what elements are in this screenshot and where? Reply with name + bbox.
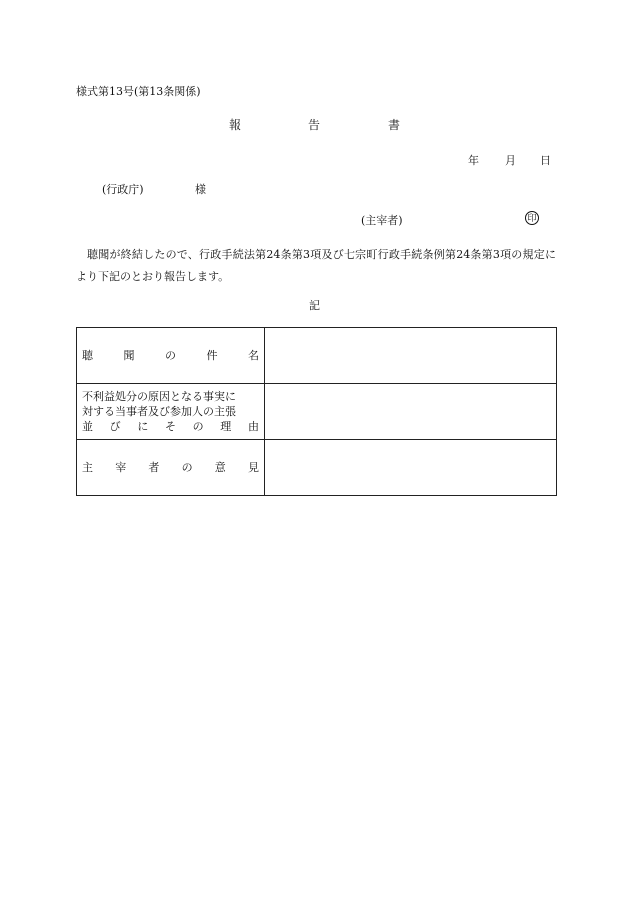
label-char: 件: [206, 349, 218, 362]
claims-label-line-3: [82, 419, 259, 434]
date-month-label: 月: [505, 154, 516, 167]
label-char: 見: [247, 461, 259, 474]
hearing-case-name-value: [265, 328, 557, 384]
table-row: [77, 384, 557, 440]
title-char-1: 報: [229, 118, 242, 132]
label-char: 意: [214, 461, 226, 474]
label-char: 聴: [82, 349, 93, 362]
date-year-label: 年: [468, 154, 479, 167]
label-char: び: [109, 420, 121, 433]
label-char: 者: [148, 461, 160, 474]
label-char: の: [192, 420, 204, 433]
report-table: [76, 327, 557, 496]
label-char: 由: [247, 420, 259, 433]
seal-icon: 印: [525, 211, 539, 225]
claims-label: [77, 384, 265, 440]
hearing-case-name-label: [77, 328, 265, 384]
title-char-3: 書: [388, 118, 401, 132]
label-char: 名: [248, 349, 259, 362]
claims-value: [265, 384, 557, 440]
date-day-label: 日: [540, 154, 551, 167]
presider-opinion-value: [265, 440, 557, 496]
label-char: に: [137, 420, 149, 433]
label-char: 主: [82, 461, 93, 474]
ki-heading: 記: [309, 299, 320, 312]
body-paragraph: 聴聞が終結したので、行政手続法第24条第3項及び七宗町行政手続条例第24条第3項の規定により下記のとおり報告します。: [76, 248, 556, 283]
table-row: [77, 328, 557, 384]
claims-label-line-1: 不利益処分の原因となる事実に: [82, 390, 236, 403]
claims-label-line-2: 対する当事者及び参加人の主張: [82, 405, 236, 418]
label-char: 並: [82, 420, 93, 433]
document-title: [0, 119, 630, 133]
label-char: の: [181, 461, 193, 474]
label-char: 聞: [123, 349, 135, 362]
presider-label: (主宰者): [361, 214, 403, 227]
label-char: そ: [164, 420, 176, 433]
label-char: 理: [220, 420, 232, 433]
presider-opinion-label: [77, 440, 265, 496]
addressee-honorific: 様: [195, 183, 206, 196]
addressee-agency: (行政庁): [102, 183, 144, 196]
table-row: [77, 440, 557, 496]
form-number: 様式第13号(第13条関係): [76, 85, 201, 98]
title-char-2: 告: [308, 118, 321, 132]
label-char: 宰: [115, 461, 127, 474]
label-char: の: [165, 349, 176, 362]
